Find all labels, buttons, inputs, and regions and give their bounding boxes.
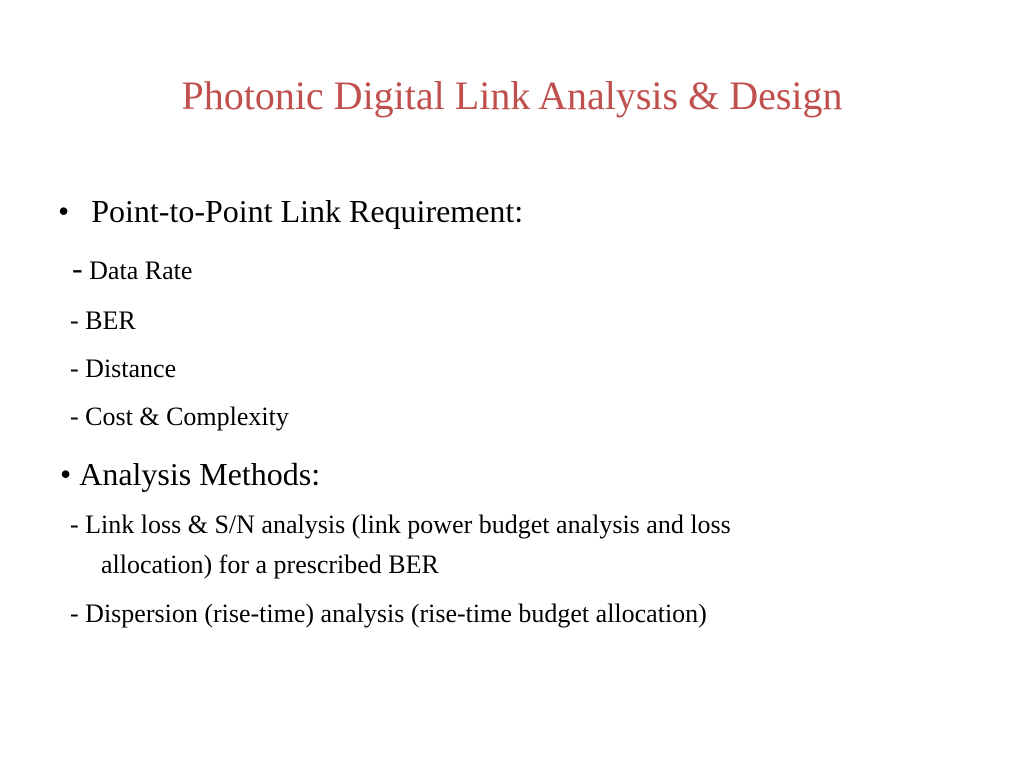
- bullet-analysis-methods: [60, 455, 320, 493]
- dash-marker: -: [70, 306, 79, 335]
- list-item-link-loss: [70, 509, 731, 541]
- dash-marker: -: [72, 250, 83, 286]
- bullet-label: Point-to-Point Link Requirement:: [91, 193, 524, 229]
- bullet-label: Analysis Methods:: [79, 456, 321, 492]
- dash-marker: -: [70, 402, 79, 431]
- list-item-cost-complexity: [70, 401, 289, 433]
- bullet-marker: •: [58, 193, 70, 229]
- list-item-text: allocation) for a prescribed BER: [101, 550, 439, 579]
- list-item-text: Distance: [85, 354, 177, 383]
- dash-marker: -: [70, 599, 79, 628]
- list-item-text: Link loss & S/N analysis (link power budget analysis and loss: [85, 510, 731, 539]
- bullet-point-to-point: [58, 192, 523, 230]
- list-item-text: Data Rate: [89, 256, 193, 285]
- list-item-distance: [70, 353, 176, 385]
- list-item-ber: [70, 305, 136, 337]
- list-item-dispersion: [70, 598, 707, 630]
- list-item-text: BER: [85, 306, 136, 335]
- list-item-data-rate: [72, 252, 192, 287]
- slide-title: Photonic Digital Link Analysis & Design: [181, 73, 843, 118]
- list-item-text: Cost & Complexity: [85, 402, 289, 431]
- list-item-text: Dispersion (rise-time) analysis (rise-time budget allocation): [85, 599, 707, 628]
- dash-marker: -: [70, 354, 79, 383]
- bullet-marker: •: [60, 456, 72, 492]
- list-item-link-loss-continued: [101, 549, 439, 581]
- dash-marker: -: [70, 510, 79, 539]
